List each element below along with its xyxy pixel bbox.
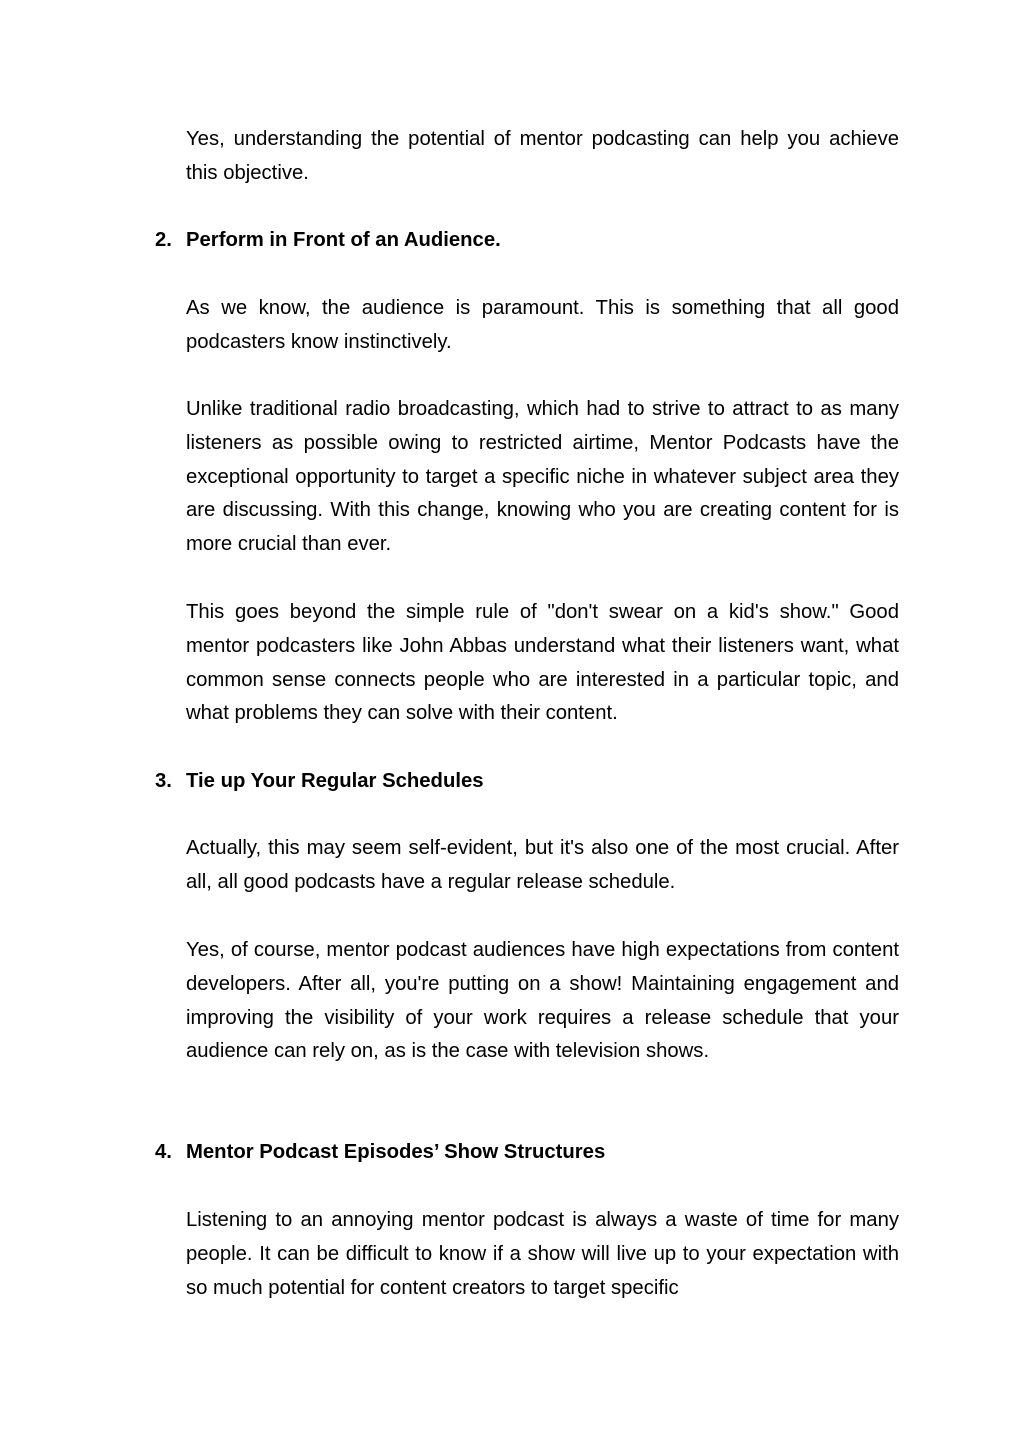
section-3-paragraph-2: Yes, of course, mentor podcast audiences have high expectations from content developers. After all, you're putting on a show! Maintaining engagement and improving the visibility of your work requires a release schedule that your audience can rely on, as is the case with television shows. xyxy=(186,939,899,1063)
section-title: Perform in Front of an Audience. xyxy=(186,229,501,251)
section-title: Tie up Your Regular Schedules xyxy=(186,770,484,792)
section-4-paragraph-1: Listening to an annoying mentor podcast is always a waste of time for many people. It can be difficult to know if a show will live up to your expectation with so much potential for content creators to target specific xyxy=(186,1209,899,1299)
section-2-paragraph-3: This goes beyond the simple rule of "don't swear on a kid's show." Good mentor podcasters like John Abbas understand what their listeners want, what common sense connects people who are interested in a particular topic, and what problems they can solve with their content. xyxy=(186,601,899,725)
section-number: 2. xyxy=(155,229,172,251)
section-heading-2 xyxy=(155,224,899,258)
section-3-paragraph-1: Actually, this may seem self-evident, but it's also one of the most crucial. After all, all good podcasts have a regular release schedule. xyxy=(186,837,899,893)
section-number: 4. xyxy=(155,1141,172,1163)
section-2-paragraph-1: As we know, the audience is paramount. This is something that all good podcasters know instinctively. xyxy=(186,297,899,353)
section-heading-4 xyxy=(155,1136,899,1170)
section-title: Mentor Podcast Episodes’ Show Structures xyxy=(186,1141,606,1163)
section-2-paragraph-2: Unlike traditional radio broadcasting, which had to strive to attract to as many listeners as possible owing to restricted airtime, Mentor Podcasts have the exceptional opportunity to target a specific niche in whatever subject area they are discussing. With this change, knowing who you are creating content for is more crucial than ever. xyxy=(186,398,899,556)
section-heading-3 xyxy=(155,765,899,799)
intro-paragraph: Yes, understanding the potential of mentor podcasting can help you achieve this objective. xyxy=(186,128,899,184)
section-number: 3. xyxy=(155,770,172,792)
